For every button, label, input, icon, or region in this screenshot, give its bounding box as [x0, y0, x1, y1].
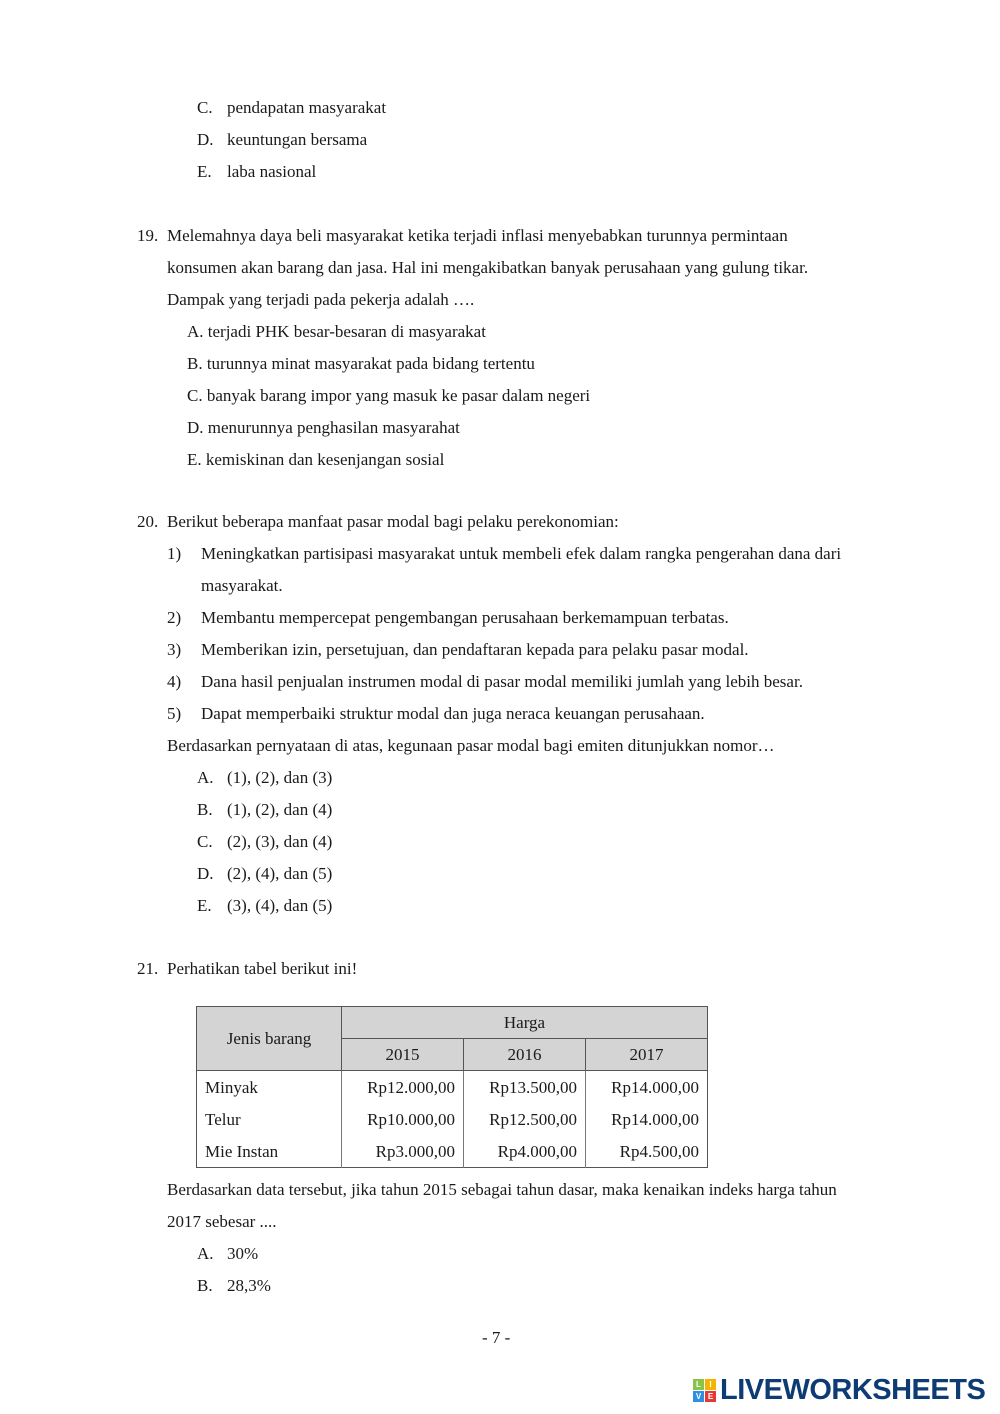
q20-item-cont: masyarakat.: [201, 576, 283, 595]
q19-option-d: D. menurunnya penghasilan masyarahat: [187, 418, 460, 437]
q20-intro: Berikut beberapa manfaat pasar modal bagi pelaku perekonomian:: [167, 512, 619, 531]
header-year: 2017: [586, 1039, 708, 1071]
price-cell: Rp3.000,00: [342, 1135, 464, 1168]
q21-number: 21.: [137, 959, 159, 978]
q19-option-c: C. banyak barang impor yang masuk ke pasar dalam negeri: [187, 386, 591, 405]
q21-question: 2017 sebesar ....: [167, 1212, 277, 1231]
q18-option-e: E. laba nasional: [197, 162, 317, 181]
q18-option-c: C. pendapatan masyarakat: [197, 98, 387, 117]
q19-text: konsumen akan barang dan jasa. Hal ini mengakibatkan banyak perusahaan yang gulung tikar.: [167, 258, 809, 277]
table-row: [197, 1103, 708, 1135]
header-year: 2016: [464, 1039, 586, 1071]
price-cell: Rp14.000,00: [586, 1103, 708, 1135]
q20-option-b: B. (1), (2), dan (4): [197, 800, 333, 819]
header-harga: Harga: [342, 1007, 708, 1039]
q20-item: 2) Membantu mempercepat pengembangan perusahaan berkemampuan terbatas.: [167, 608, 729, 627]
q20-option-a: A. (1), (2), dan (3): [197, 768, 333, 787]
q19-text: Melemahnya daya beli masyarakat ketika terjadi inflasi menyebabkan turunnya permintaan: [167, 226, 788, 245]
logo-text: LIVEWORKSHEETS: [720, 1374, 986, 1406]
price-table: [196, 1006, 708, 1168]
q19-number: 19.: [137, 226, 159, 245]
price-cell: Rp12.000,00: [342, 1071, 464, 1104]
table-row: [197, 1071, 708, 1104]
table-row: [197, 1135, 708, 1168]
price-cell: Rp13.500,00: [464, 1071, 586, 1104]
q19-option-a: A. terjadi PHK besar-besaran di masyarakat: [187, 322, 486, 341]
q20-option-d: D. (2), (4), dan (5): [197, 864, 333, 883]
logo-icon: L I V E: [693, 1379, 716, 1402]
q20-item: 4) Dana hasil penjualan instrumen modal di pasar modal memiliki jumlah yang lebih besar.: [167, 672, 803, 691]
price-cell: Rp10.000,00: [342, 1103, 464, 1135]
q20-number: 20.: [137, 512, 159, 531]
page-number: - 7 -: [482, 1328, 511, 1347]
q20-option-e: E. (3), (4), dan (5): [197, 896, 333, 915]
price-cell: Rp12.500,00: [464, 1103, 586, 1135]
q21-question: Berdasarkan data tersebut, jika tahun 2015 sebagai tahun dasar, maka kenaikan indeks harga tahun: [167, 1180, 837, 1199]
q21-option-b: B. 28,3%: [197, 1276, 271, 1295]
item-name: Telur: [205, 1109, 241, 1129]
price-cell: Rp4.000,00: [464, 1135, 586, 1168]
q19-option-e: E. kemiskinan dan kesenjangan sosial: [187, 450, 445, 469]
q21-option-a: A. 30%: [197, 1244, 259, 1263]
q20-item: 3) Memberikan izin, persetujuan, dan pendaftaran kepada para pelaku pasar modal.: [167, 640, 749, 659]
q21-intro: Perhatikan tabel berikut ini!: [167, 959, 358, 978]
q18-option-d: D. keuntungan bersama: [197, 130, 368, 149]
price-cell: Rp14.000,00: [586, 1071, 708, 1104]
q19-option-b: B. turunnya minat masyarakat pada bidang tertentu: [187, 354, 535, 373]
item-name: Mie Instan: [205, 1141, 279, 1161]
header-jenis-barang: Jenis barang: [197, 1007, 342, 1071]
price-cell: Rp4.500,00: [586, 1135, 708, 1168]
header-year: 2015: [342, 1039, 464, 1071]
q19-text: Dampak yang terjadi pada pekerja adalah ….: [167, 290, 475, 309]
item-name: Minyak: [205, 1077, 258, 1097]
q20-question: Berdasarkan pernyataan di atas, kegunaan pasar modal bagi emiten ditunjukkan nomor…: [167, 736, 775, 755]
liveworksheets-logo: [693, 1374, 985, 1407]
q20-item: 5) Dapat memperbaiki struktur modal dan juga neraca keuangan perusahaan.: [167, 704, 705, 723]
q20-option-c: C. (2), (3), dan (4): [197, 832, 333, 851]
q20-item: 1) Meningkatkan partisipasi masyarakat untuk membeli efek dalam rangka pengerahan dana dari: [167, 544, 842, 563]
